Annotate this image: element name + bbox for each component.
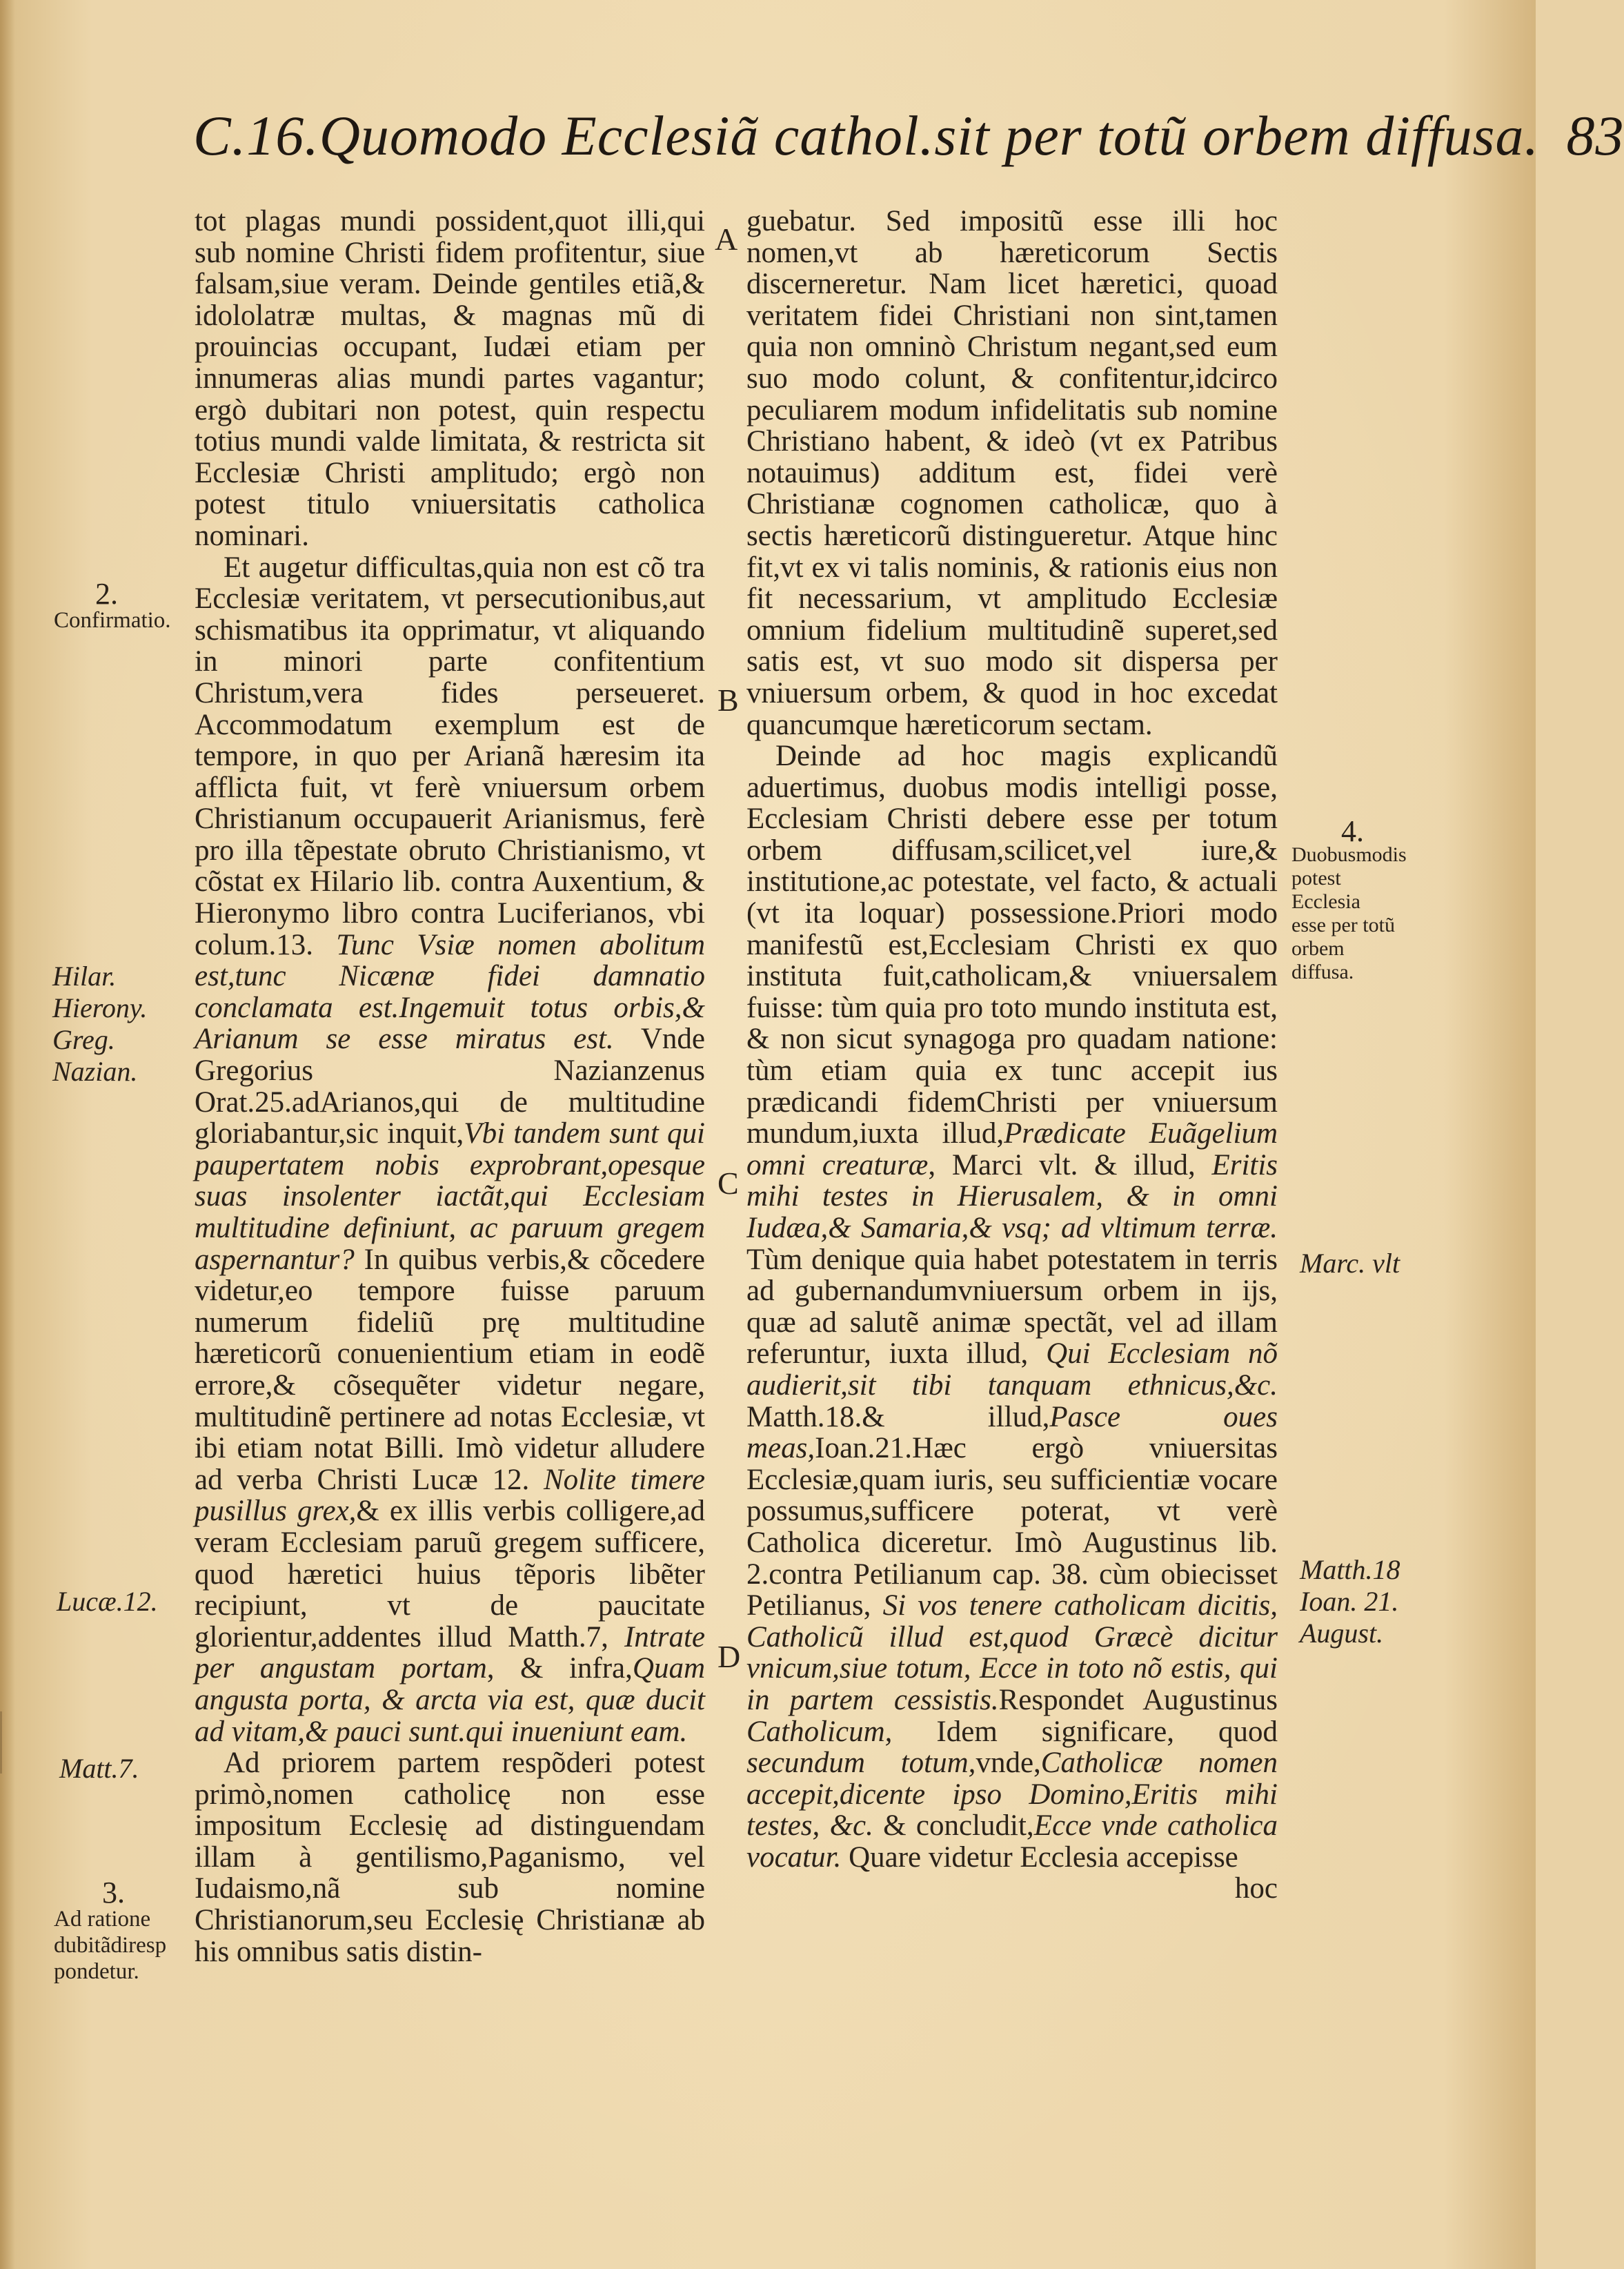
margin-note-lucae: Lucæ.12.	[57, 1586, 158, 1617]
note-number: 4.	[1341, 814, 1364, 848]
text-run: vnde,	[976, 1747, 1041, 1780]
quote-matthew-18: Qui Ecclesiam nõ audierit,sit tibi tanquam ethnicus,&c.	[746, 1337, 1278, 1402]
note-text: Ad ratione dubitãdiresp pondetur.	[54, 1907, 167, 1984]
quote-secundum-totum: secundum totum,	[746, 1747, 976, 1780]
note-text: Duobusmodis potest Ecclesia esse per totũ orbem diffusa.	[1291, 843, 1407, 983]
section-letter-d: D	[717, 1639, 741, 1674]
margin-note-ad-rationem	[54, 1876, 192, 1985]
quote-luke: Nolite timere pusillus grex,	[195, 1463, 705, 1528]
text-run: Vnde Gregorius Nazianzenus Orat.25.adArianos,qui de multitudine gloriabantur,sic inquit,	[195, 1023, 705, 1150]
margin-note-matt: Matt.7.	[59, 1753, 139, 1784]
paragraph-2	[195, 552, 705, 1748]
margin-note-confirmatio	[54, 577, 171, 633]
right-column	[746, 206, 1278, 1905]
text-run: In quibus verbis,& cõcedere videtur,eo tempore fuisse paruum numerum fideliũ prę multitudine hæreticorũ conuenientium etiam in eodẽ errore,& cõsequẽter videtur negare, multitudinẽ pertinere ad notas Ecclesiæ, vt ibi etiam notat Billi. Imò videtur alludere ad verba Christi Lucæ 12.	[195, 1243, 706, 1496]
note-number: 2.	[95, 577, 118, 611]
paragraph-3: Ad priorem partem respõderi potest primò,nomen catholicę non esse impositum Ecclesię ad distinguendam illam à gentilismo,Paganismo, vel Iudaismo,nã sub nomine Christianorum,seu Ecclesię Christianæ ab his omnibus satis distin-	[195, 1747, 705, 1968]
quote-acts: Eritis mihi testes in Hierusalem, & in omni Iudæa,& Samaria,& vsq; ad vltimum terræ.	[746, 1148, 1278, 1244]
quote-hieronymus: Tunc Vsiæ nomen abolitum est,tunc Nicænæ fidei damnatio conclamata est.Ingemuit totus orbis,& Arianum se esse miratus est.	[195, 928, 705, 1056]
quote-augustinus: Catholicæ nomen accepit,dicente ipso Domino,Eritis mihi testes, &c.	[746, 1747, 1278, 1843]
section-letter-c: C	[717, 1166, 739, 1201]
text-run: Et augetur difficultas,quia non est cõ tra Ecclesiæ veritatem, vt persecutionibus,aut schismatibus ita opprimatur, vt aliquando in minori parte confitentium Christum,vera fides perseueret. Accommodatum exemplum est de tempore, in quo per Arianã hæresim ita afflicta fuit, vt ferè vniuersum orbem Christianum occupauerit Arianismus, ferè pro illa tẽpestate obruto Christianismo, vt cõstat ex Hilario lib. contra Auxentium, & Hieronymo libro contra Luciferianos, vbi colum.13.	[195, 551, 705, 961]
section-letter-a: A	[715, 222, 738, 257]
text-run: & ex illis verbis colligere,ad veram Ecclesiam paruũ gregem sufficere, quod hæretici huius tẽporis libẽter recipiunt, vt de paucitate glorientur,addentes illud Matth.7,	[195, 1495, 705, 1653]
margin-note-duobus-modis	[1291, 814, 1407, 984]
note-number: 3.	[102, 1876, 125, 1909]
margin-note-marc: Marc. vlt	[1300, 1248, 1400, 1279]
catchword: hoc	[1234, 1872, 1278, 1905]
note-text: Confirmatio.	[54, 608, 171, 633]
margin-note-matth-ioan: Matth.18 Ioan. 21. August.	[1300, 1554, 1400, 1649]
paragraph-1: tot plagas mundi possident,quot illi,qui sub nomine Christi fidem profitentur, siue falsam,siue veram. Deinde gentiles etiã,& idololatræ multas, & magnas mũ di prouincias occupant, Iudæi etiam per innumeras alias mundi partes vagantur; ergò dubitari non potest, quin respectu totius mundi valde limitata, & restricta sit Ecclesiæ Christi amplitudo; ergò non potest titulo vniuersitatis catholica nominari.	[195, 205, 705, 552]
quote-matthew-2: Quam angusta porta, & arcta via est, quæ ducit ad vitam,& pauci sunt.qui inueniunt eam.	[195, 1652, 705, 1748]
text-run: , & infra,	[486, 1652, 633, 1685]
paragraph-4: guebatur. Sed impositũ esse illi hoc nomen,vt ab hæreticorum Sectis discerneretur. Nam licet hæretici, quoad veritatem fidei Christiani non sint,tamen quia non omninò Christum negant,sed eum suo modo colunt, & confitentur,idcirco peculiarem modum infidelitatis sub nomine Christiano habent, & ideò (vt ex Patribus notauimus) additum est, fidei verè Christianæ cognomen catholicæ, quo à sectis hæreticorũ distingueretur. Atque hinc fit,vt ex vi talis nominis, & rationis eius non fit necessarium, vt amplitudo Ecclesiæ omnium fidelium multitudinẽ superet,sed satis est, vt suo modo sit dispersa per vniuersum orbem, & quod in hoc excedat quancumque hæreticorum sectam.	[746, 205, 1278, 741]
margin-note-hilar: Hilar. Hierony. Greg. Nazian.	[52, 961, 148, 1087]
header-title: C.16.Quomodo Ecclesiã cathol.sit per totũ orbem diffusa.	[193, 104, 1539, 167]
paragraph-5	[746, 740, 1278, 1873]
text-run: Quare videtur Ecclesia accepisse	[849, 1840, 1238, 1874]
text-run: , Marci vlt. & illud,	[928, 1148, 1196, 1181]
quote-petilianus: Si vos tenere catholicam dicitis, Catholicũ illud est,quod Græcè dicitur vnicum,siue totum, Ecce in toto nõ estis, qui in partem cessistis.	[746, 1589, 1278, 1716]
text-run: Idem significare, quod	[936, 1715, 1278, 1748]
text-run: Matth.18.& illud,	[746, 1400, 1050, 1433]
quote-gregorius: Vbi tandem sunt qui paupertatem nobis exprobrant,opesque suas insolenter iactãt,qui Ecclesiam multitudine definiunt, ac paruum gregem aspernantur?	[195, 1117, 705, 1276]
text-run: & concludit,	[883, 1809, 1034, 1843]
quote-john-21: Pasce oues meas,	[746, 1400, 1278, 1465]
quote-matthew: Intrate per angustam portam	[195, 1620, 705, 1685]
quote-catholicum: Catholicum,	[746, 1715, 893, 1748]
bleed-through-mark	[0, 1711, 27, 1774]
text-run: Ioan.21.Hæc ergò vniuersitas Ecclesiæ,quam iuris, seu sufficientiæ vocare possumus,sufficere poterat, vt verè Catholica diceretur. Imò Augustinus lib. 2.contra Petilianum cap. 38. cùm obiecisset Petilianus,	[746, 1432, 1278, 1622]
text-run: Deinde ad hoc magis explicandũ aduertimus, duobus modis intelligi posse, Ecclesiam Christi debere esse per totum orbem diffusam,scilicet,vel iure,& institutione,ac potestate, vel facto, & actuali (vt ita loquar) possessione.Priori modo manifestũ est,Ecclesiam Christi ex quo instituta fuit,catholicam,& vniuersalem fuisse: tùm quia pro toto mundo instituta est, & non sicut synagoga pro quadam natione: tùm etiam quia ex tunc accepit ius prædicandi fidemChristi per vniuersum mundum,iuxta illud,	[746, 740, 1278, 1150]
section-letter-b: B	[717, 682, 739, 718]
quote-ecce: Ecce vnde catholica vocatur.	[746, 1809, 1278, 1874]
text-run: Respondet Augustinus	[998, 1683, 1278, 1716]
running-header	[193, 104, 1624, 186]
page-number: 83	[1566, 104, 1624, 167]
page-edge-shadow	[0, 0, 15, 2269]
quote-mark: Prædicate Euãgelium omni creaturæ	[746, 1117, 1278, 1181]
left-column	[195, 206, 705, 1967]
text-run: Tùm denique quia habet potestatem in terris ad gubernandumvniuersum orbem in ijs, quæ ad salutẽ animæ spectãt, vel ad illam referuntur, iuxta illud,	[746, 1243, 1278, 1371]
